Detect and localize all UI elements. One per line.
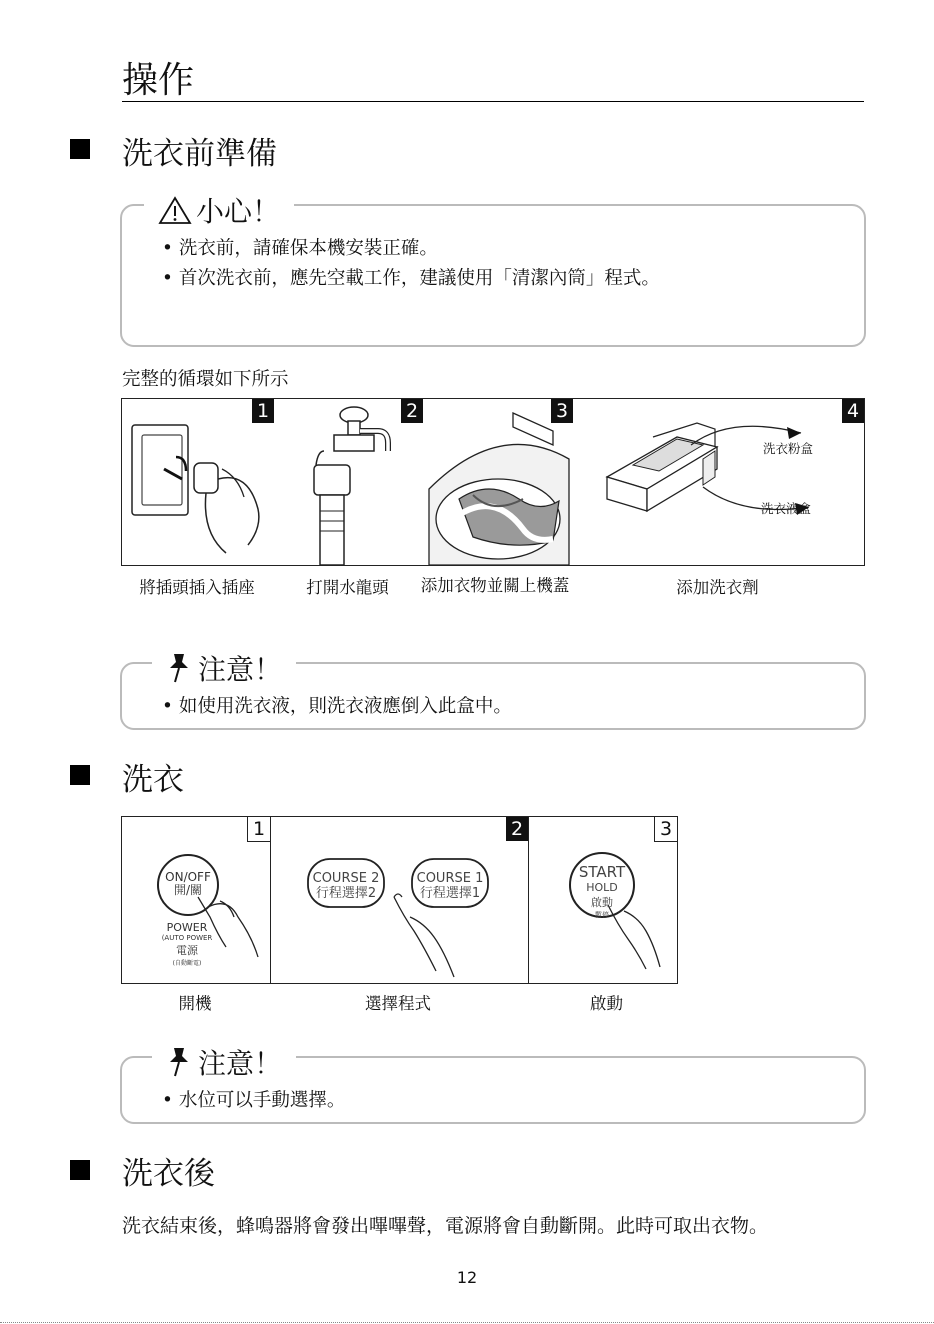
caution-item: • 洗衣前，請確保本機安裝正確。 [162, 234, 438, 260]
step-panel-load [423, 399, 574, 565]
step-number: 3 [551, 399, 573, 423]
warning-triangle-icon [158, 195, 192, 225]
step-number: 3 [654, 817, 677, 842]
pushpin-icon [166, 1046, 194, 1078]
page-bottom-edge [0, 1322, 934, 1323]
caution-item: • 首次洗衣前，應先空載工作，建議使用「清潔內筒」程式。 [162, 264, 660, 290]
wash-caption: 啟動 [590, 994, 623, 1013]
note-item: • 水位可以手動選擇。 [162, 1086, 345, 1112]
on-off-button[interactable] [158, 871, 218, 897]
step-panel-detergent [573, 399, 864, 565]
note-title [152, 1042, 296, 1082]
hold-label: HOLD [586, 881, 618, 894]
page-number: 12 [456, 1268, 478, 1287]
note-title [152, 648, 296, 688]
step-caption: 打開水龍頭 [306, 578, 389, 597]
section-title-wash: 洗衣 [122, 762, 184, 798]
start-hold-button[interactable] [572, 863, 632, 920]
note-item: • 如使用洗衣液，則洗衣液應倒入此盒中。 [162, 692, 512, 718]
step-number: 1 [247, 817, 270, 842]
loading-clothes-illustration [423, 399, 573, 565]
on-off-label-zh: 開/關 [173, 883, 203, 897]
detergent-drawer-illustration [573, 399, 864, 565]
step-number: 2 [401, 399, 423, 423]
section-title-after-wash: 洗衣後 [122, 1156, 215, 1192]
section-title-before-wash: 洗衣前準備 [122, 136, 277, 172]
step-number: 4 [842, 399, 864, 423]
note-title-text: 注意！ [198, 1047, 283, 1080]
auto-power-label: (AUTO POWER [161, 934, 213, 942]
plug-in-illustration [122, 399, 274, 565]
section-marker [70, 1160, 90, 1180]
power-label: POWER [166, 921, 208, 934]
note-title-text: 注意！ [198, 653, 283, 686]
section-marker [70, 139, 90, 159]
course-1-label-zh: 行程選擇1 [419, 886, 481, 901]
cycle-label: 完整的循環如下所示 [122, 369, 289, 390]
auto-power-label-zh: (自動斷電) [172, 960, 202, 967]
step-number: 2 [506, 817, 528, 841]
step-caption: 添加洗衣劑 [676, 578, 759, 597]
wash-steps-strip [121, 816, 678, 984]
heading-rule [122, 101, 864, 102]
wash-caption: 選擇程式 [365, 994, 431, 1013]
hold-label-zh: 暫停 [595, 911, 609, 919]
course-2-button[interactable] [308, 871, 384, 901]
wash-panel-power [122, 817, 271, 983]
liquid-box-label: 洗衣液盒 [761, 501, 812, 516]
wash-panel-start [528, 817, 677, 983]
start-label: START [578, 863, 626, 881]
after-wash-text: 洗衣結束後，蜂鳴器將會發出嗶嗶聲，電源將會自動斷開。此時可取出衣物。 [122, 1215, 769, 1237]
course-2-label: COURSE 2 [312, 871, 380, 886]
wash-caption: 開機 [178, 994, 212, 1013]
on-off-label: ON/OFF [165, 870, 211, 884]
power-label-zh: 電源 [176, 944, 198, 957]
course-2-label-zh: 行程選擇2 [315, 886, 377, 901]
wash-panel-course [270, 817, 529, 983]
tap-illustration [274, 399, 423, 565]
power-labels [152, 921, 222, 967]
caution-title-text: 小心！ [196, 195, 281, 228]
step-number: 1 [252, 399, 274, 423]
pushpin-icon [166, 652, 194, 684]
start-label-zh: 啟動 [591, 896, 613, 909]
section-marker [70, 765, 90, 785]
course-1-button[interactable] [412, 871, 488, 901]
step-caption: 將插頭插入插座 [139, 578, 255, 597]
step-panel-tap [274, 399, 424, 565]
step-caption: 添加衣物並關上機蓋 [420, 576, 570, 595]
powder-box-label: 洗衣粉盒 [763, 441, 814, 456]
step-panel-plug [122, 399, 275, 565]
course-1-label: COURSE 1 [416, 871, 484, 886]
caution-title [144, 190, 294, 230]
page-heading: 操作 [122, 60, 195, 101]
cycle-steps-strip [121, 398, 865, 566]
